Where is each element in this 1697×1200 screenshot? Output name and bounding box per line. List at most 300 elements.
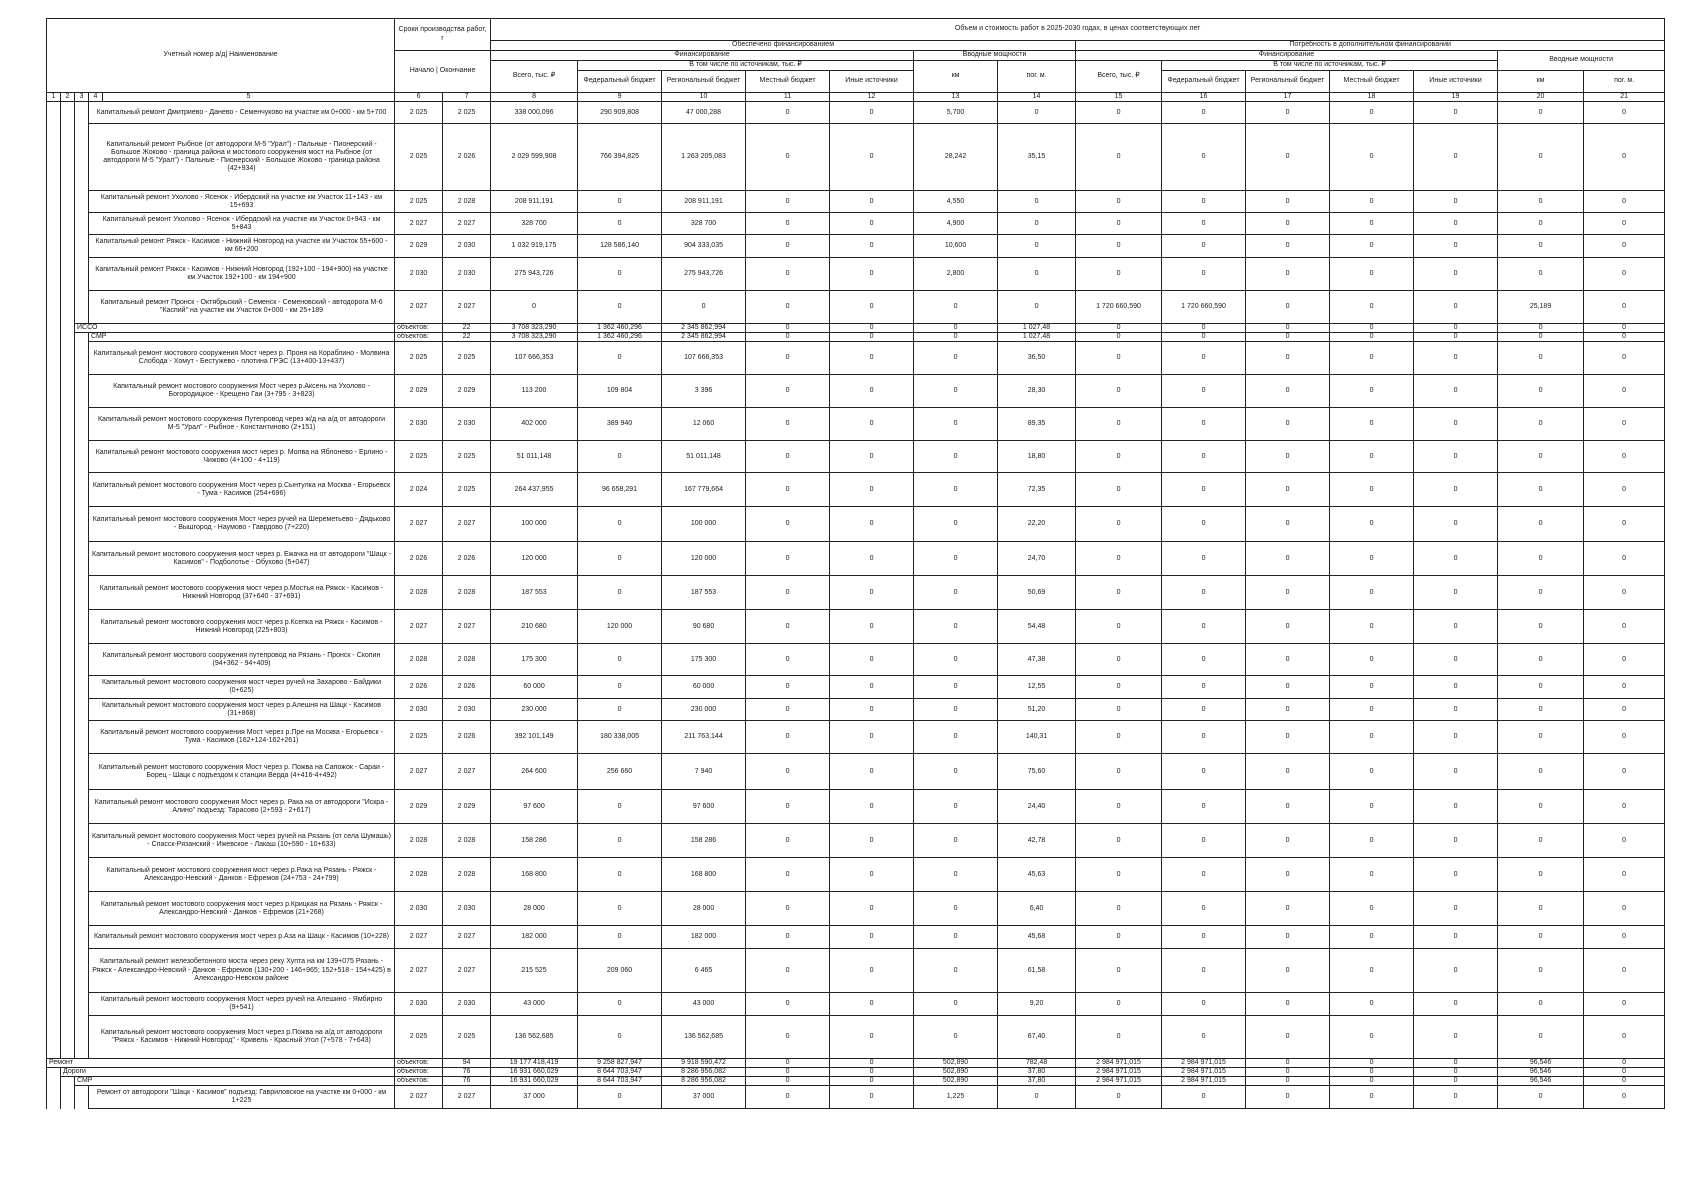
indent-cell [61, 291, 75, 324]
summary-value: 22 [443, 324, 491, 333]
summary-value: 76 [443, 1068, 491, 1077]
summary-value: 16 931 660,029 [491, 1068, 578, 1077]
value-cell: 2,800 [914, 258, 998, 291]
value-cell: 0 [1330, 754, 1414, 790]
value-cell: 0 [914, 754, 998, 790]
table-row [47, 892, 1665, 926]
sources-header-1: В том числе по источникам, тыс. ₽ [578, 61, 914, 71]
value-cell: 2 027 [395, 291, 443, 324]
value-cell: 2 030 [395, 258, 443, 291]
value-cell: 0 [1330, 375, 1414, 408]
km-header-2: км [1498, 71, 1584, 93]
value-cell: 0 [662, 291, 746, 324]
value-cell: 168 800 [662, 858, 746, 892]
value-cell: 0 [830, 949, 914, 993]
indent-cell [47, 721, 61, 754]
summary-value: 1 362 460,296 [578, 333, 662, 342]
value-cell: 2 027 [443, 213, 491, 235]
value-cell: 0 [746, 993, 830, 1016]
value-cell: 0 [914, 291, 998, 324]
summary-value: 0 [1498, 324, 1584, 333]
value-cell: 0 [1498, 542, 1584, 576]
value-cell: 0 [998, 213, 1076, 235]
value-cell: 0 [1246, 858, 1330, 892]
table-row [47, 754, 1665, 790]
value-cell: 0 [1498, 213, 1584, 235]
table-row [47, 258, 1665, 291]
object-name: Капитальный ремонт мостового сооружения мост через р.Мостья на Ряжск - Касимов - Нижний Новгород (37+640 - 37+691) [89, 576, 395, 610]
value-cell: 0 [1498, 408, 1584, 441]
value-cell: 47 000,288 [662, 102, 746, 124]
value-cell: 0 [1246, 102, 1330, 124]
value-cell: 0 [1162, 892, 1246, 926]
indent-cell [75, 858, 89, 892]
value-cell: 0 [1246, 473, 1330, 507]
value-cell: 7 940 [662, 754, 746, 790]
value-cell: 0 [1246, 375, 1330, 408]
value-cell: 45,68 [998, 926, 1076, 949]
value-cell: 0 [1498, 191, 1584, 213]
value-cell: 140,31 [998, 721, 1076, 754]
value-cell: 0 [1498, 258, 1584, 291]
column-number: 15 [1076, 93, 1162, 102]
value-cell: 120 000 [491, 542, 578, 576]
value-cell: 0 [1076, 102, 1162, 124]
value-cell: 25,189 [1498, 291, 1584, 324]
summary-label: СМР [75, 1077, 395, 1086]
summary-value: 2 984 971,015 [1076, 1059, 1162, 1068]
total-header-1: Всего, тыс. ₽ [491, 61, 578, 93]
value-cell: 0 [578, 644, 662, 676]
value-cell: 0 [1498, 1016, 1584, 1059]
value-cell: 0 [1414, 644, 1498, 676]
value-cell: 402 000 [491, 408, 578, 441]
table-row [47, 1086, 1665, 1109]
value-cell: 2 025 [443, 441, 491, 473]
indent-cell [47, 676, 61, 699]
value-cell: 0 [1330, 644, 1414, 676]
summary-value: 0 [1076, 333, 1162, 342]
summary-value: 2 345 862,994 [662, 324, 746, 333]
value-cell: 2 030 [395, 993, 443, 1016]
local-header-1: Местный бюджет [746, 71, 830, 93]
value-cell: 0 [1330, 235, 1414, 258]
table-row [47, 507, 1665, 542]
value-cell: 0 [578, 507, 662, 542]
value-cell: 0 [830, 258, 914, 291]
summary-value: 0 [1076, 324, 1162, 333]
value-cell: 0 [914, 721, 998, 754]
value-cell: 0 [746, 102, 830, 124]
summary-value: 0 [830, 333, 914, 342]
indent-cell [61, 1016, 75, 1059]
summary-value: 502,890 [914, 1077, 998, 1086]
value-cell: 0 [1498, 342, 1584, 375]
indent-cell [75, 441, 89, 473]
value-cell: 264 600 [491, 754, 578, 790]
summary-value: 96,546 [1498, 1077, 1584, 1086]
summary-value: 0 [830, 1059, 914, 1068]
federal-header-1: Федеральный бюджет [578, 71, 662, 93]
value-cell: 18,80 [998, 441, 1076, 473]
value-cell: 0 [1076, 375, 1162, 408]
value-cell: 0 [1498, 824, 1584, 858]
value-cell: 0 [1498, 949, 1584, 993]
value-cell: 0 [1414, 441, 1498, 473]
value-cell: 0 [830, 993, 914, 1016]
value-cell: 72,35 [998, 473, 1076, 507]
column-number: 9 [578, 93, 662, 102]
summary-value: 8 286 956,082 [662, 1077, 746, 1086]
value-cell: 2 030 [395, 699, 443, 721]
indent-cell [47, 507, 61, 542]
value-cell: 0 [1584, 441, 1665, 473]
value-cell: 0 [1246, 1016, 1330, 1059]
value-cell: 0 [914, 892, 998, 926]
value-cell: 0 [1498, 699, 1584, 721]
value-cell: 2 025 [395, 102, 443, 124]
indent-cell [47, 542, 61, 576]
indent-cell [75, 926, 89, 949]
value-cell: 0 [1330, 576, 1414, 610]
value-cell: 2 026 [443, 542, 491, 576]
summary-value: 0 [1330, 324, 1414, 333]
local-header-2: Местный бюджет [1330, 71, 1414, 93]
value-cell: 0 [578, 291, 662, 324]
value-cell: 0 [1162, 191, 1246, 213]
value-cell: 0 [578, 342, 662, 375]
value-cell: 0 [1584, 754, 1665, 790]
object-name: Капитальный ремонт мостового сооружения мост через р.Аза на Шацк - Касимов (10+228) [89, 926, 395, 949]
indent-cell [75, 235, 89, 258]
value-cell: 0 [1246, 342, 1330, 375]
value-cell: 0 [1076, 790, 1162, 824]
value-cell: 0 [746, 1016, 830, 1059]
value-cell: 0 [1162, 644, 1246, 676]
value-cell: 0 [1498, 473, 1584, 507]
summary-value: 8 644 703,947 [578, 1077, 662, 1086]
value-cell: 0 [1414, 721, 1498, 754]
financing-header-2: Финансирование [1076, 51, 1498, 61]
value-cell: 0 [1246, 824, 1330, 858]
value-cell: 2 025 [395, 721, 443, 754]
value-cell: 0 [914, 644, 998, 676]
value-cell: 2 028 [395, 576, 443, 610]
object-name: Капитальный ремонт мостового сооружения Мост через р.Сынтулка на Москва - Егорьевск - Тума - Касимов (254+696) [89, 473, 395, 507]
indent-cell [75, 408, 89, 441]
objects-label: объектов: [395, 1077, 443, 1086]
value-cell: 0 [746, 213, 830, 235]
value-cell: 2 027 [443, 949, 491, 993]
value-cell: 766 394,825 [578, 124, 662, 191]
value-cell: 0 [1584, 858, 1665, 892]
value-cell: 50,69 [998, 576, 1076, 610]
object-name: Капитальный ремонт Ряжск - Касимов - Нижний Новгород на участке км Участок 55+600 - км 66+200 [89, 235, 395, 258]
value-cell: 0 [1498, 892, 1584, 926]
value-cell: 0 [1330, 441, 1414, 473]
regional-header-1: Региональный бюджет [662, 71, 746, 93]
indent-cell [61, 699, 75, 721]
indent-cell [61, 858, 75, 892]
value-cell: 0 [1330, 213, 1414, 235]
indent-cell [47, 576, 61, 610]
table-row [47, 824, 1665, 858]
indent-cell [75, 1086, 89, 1109]
table-row [47, 408, 1665, 441]
value-cell: 0 [1414, 291, 1498, 324]
value-cell: 2 026 [443, 721, 491, 754]
value-cell: 0 [1414, 1086, 1498, 1109]
value-cell: 0 [1414, 473, 1498, 507]
indent-cell [47, 408, 61, 441]
pogm-header-2: пог. м. [1584, 71, 1665, 93]
summary-value: 0 [1584, 1059, 1665, 1068]
value-cell: 2 030 [395, 408, 443, 441]
indent-cell [75, 542, 89, 576]
table-row [47, 610, 1665, 644]
value-cell: 0 [1076, 213, 1162, 235]
indent-cell [61, 375, 75, 408]
value-cell: 0 [830, 721, 914, 754]
additional-header: Потребность в дополнительном финансировании [1076, 41, 1665, 51]
summary-value: 0 [746, 333, 830, 342]
value-cell: 12,55 [998, 676, 1076, 699]
value-cell: 158 286 [662, 824, 746, 858]
value-cell: 136 562,685 [491, 1016, 578, 1059]
value-cell: 0 [1584, 892, 1665, 926]
value-cell: 0 [1162, 441, 1246, 473]
value-cell: 0 [746, 676, 830, 699]
indent-cell [61, 258, 75, 291]
object-name: Капитальный ремонт Ряжск - Касимов - Нижний Новгород (192+100 - 194+900) на участке км Участок 192+100 - км 194+900 [89, 258, 395, 291]
indent-cell [47, 124, 61, 191]
value-cell: 0 [1330, 191, 1414, 213]
value-cell: 0 [1330, 1016, 1414, 1059]
value-cell: 51 011,148 [662, 441, 746, 473]
table-row [47, 926, 1665, 949]
value-cell: 0 [1076, 644, 1162, 676]
value-cell: 0 [1498, 676, 1584, 699]
object-name: Капитальный ремонт Ухолово - Ясенок - Ибердский на участке км Участок 0+943 - км 5+843 [89, 213, 395, 235]
value-cell: 0 [1584, 721, 1665, 754]
value-cell: 0 [1414, 1016, 1498, 1059]
object-name: Капитальный ремонт Ухолово - Ясенок - Ибердский на участке км Участок 11+143 - км 15+693 [89, 191, 395, 213]
summary-value: 37,80 [998, 1077, 1076, 1086]
summary-value: 0 [914, 333, 998, 342]
table-row [47, 473, 1665, 507]
indent-cell [61, 507, 75, 542]
value-cell: 0 [1584, 213, 1665, 235]
column-number: 13 [914, 93, 998, 102]
value-cell: 0 [914, 542, 998, 576]
value-cell: 389 940 [578, 408, 662, 441]
value-cell: 0 [746, 644, 830, 676]
value-cell: 0 [1414, 213, 1498, 235]
column-number: 12 [830, 93, 914, 102]
value-cell: 208 911,191 [491, 191, 578, 213]
value-cell: 0 [1584, 291, 1665, 324]
value-cell: 0 [830, 699, 914, 721]
spreadsheet-sheet [46, 18, 1664, 1109]
value-cell: 0 [914, 699, 998, 721]
value-cell: 0 [1162, 858, 1246, 892]
value-cell: 0 [1414, 375, 1498, 408]
value-cell: 2 030 [443, 258, 491, 291]
value-cell: 338 000,096 [491, 102, 578, 124]
value-cell: 0 [1584, 507, 1665, 542]
indent-cell [61, 542, 75, 576]
indent-cell [75, 699, 89, 721]
value-cell: 0 [1162, 1086, 1246, 1109]
indent-cell [47, 441, 61, 473]
column-number: 4 [89, 93, 103, 102]
value-cell: 0 [1076, 507, 1162, 542]
value-cell: 24,70 [998, 542, 1076, 576]
value-cell: 0 [1498, 721, 1584, 754]
value-cell: 0 [1076, 1086, 1162, 1109]
value-cell: 0 [1246, 754, 1330, 790]
column-number: 10 [662, 93, 746, 102]
sources-header-2: В том числе по источникам, тыс. ₽ [1162, 61, 1498, 71]
column-number: 20 [1498, 93, 1584, 102]
value-cell: 0 [746, 610, 830, 644]
value-cell: 0 [1330, 892, 1414, 926]
value-cell: 0 [1498, 235, 1584, 258]
summary-value: 0 [830, 1077, 914, 1086]
value-cell: 0 [1584, 699, 1665, 721]
value-cell: 0 [1076, 892, 1162, 926]
value-cell: 0 [914, 408, 998, 441]
value-cell: 0 [830, 1086, 914, 1109]
column-number: 5 [103, 93, 395, 102]
value-cell: 0 [1246, 892, 1330, 926]
summary-value: 96,546 [1498, 1068, 1584, 1077]
indent-cell [47, 1068, 61, 1077]
summary-value: 2 984 971,015 [1162, 1077, 1246, 1086]
value-cell: 0 [1584, 102, 1665, 124]
column-number: 3 [75, 93, 89, 102]
value-cell: 0 [746, 441, 830, 473]
value-cell: 0 [746, 824, 830, 858]
value-cell: 328 700 [491, 213, 578, 235]
indent-cell [61, 102, 75, 124]
pogm-header-1: пог. м. [998, 61, 1076, 93]
objects-label: объектов: [395, 1059, 443, 1068]
summary-value: 782,48 [998, 1059, 1076, 1068]
object-name: Капитальный ремонт мостового сооружения мост через р.Ксепка на Ряжск - Касимов - Нижний Новгород (225+803) [89, 610, 395, 644]
value-cell: 0 [1162, 213, 1246, 235]
value-cell: 0 [1162, 1016, 1246, 1059]
value-cell: 0 [1498, 790, 1584, 824]
value-cell: 0 [1076, 610, 1162, 644]
indent-cell [61, 441, 75, 473]
summary-row [47, 324, 1665, 333]
value-cell: 0 [1076, 258, 1162, 291]
indent-cell [75, 333, 89, 342]
table-row [47, 441, 1665, 473]
value-cell: 0 [578, 213, 662, 235]
value-cell: 0 [1414, 102, 1498, 124]
value-cell: 0 [830, 342, 914, 375]
summary-value: 502,890 [914, 1059, 998, 1068]
indent-cell [61, 473, 75, 507]
summary-value: 9 258 827,947 [578, 1059, 662, 1068]
table-row [47, 721, 1665, 754]
value-cell: 0 [746, 235, 830, 258]
table-header [47, 19, 1665, 102]
indent-cell [47, 191, 61, 213]
value-cell: 0 [1414, 699, 1498, 721]
summary-row [47, 1068, 1665, 1077]
value-cell: 264 437,955 [491, 473, 578, 507]
value-cell: 0 [1246, 790, 1330, 824]
object-name: Капитальный ремонт мостового сооружения мост через ручей на Захарово - Байдики (0+625) [89, 676, 395, 699]
value-cell: 0 [830, 858, 914, 892]
value-cell: 0 [1414, 342, 1498, 375]
value-cell: 0 [1498, 858, 1584, 892]
indent-cell [47, 858, 61, 892]
capacity-header-2: Вводные мощности [1498, 51, 1665, 71]
value-cell: 100 000 [662, 507, 746, 542]
value-cell: 0 [998, 235, 1076, 258]
value-cell: 2 026 [395, 542, 443, 576]
indent-cell [61, 1077, 75, 1086]
value-cell: 0 [1076, 949, 1162, 993]
indent-cell [75, 676, 89, 699]
indent-cell [47, 213, 61, 235]
value-cell: 51 011,148 [491, 441, 578, 473]
indent-cell [61, 824, 75, 858]
summary-value: 3 708 323,290 [491, 333, 578, 342]
indent-cell [47, 473, 61, 507]
value-cell: 0 [998, 258, 1076, 291]
value-cell: 61,58 [998, 949, 1076, 993]
value-cell: 0 [830, 235, 914, 258]
indent-cell [61, 949, 75, 993]
column-number: 17 [1246, 93, 1330, 102]
value-cell: 97 600 [491, 790, 578, 824]
value-cell: 0 [746, 721, 830, 754]
value-cell: 0 [830, 408, 914, 441]
value-cell: 0 [830, 102, 914, 124]
value-cell: 0 [578, 576, 662, 610]
value-cell: 0 [830, 291, 914, 324]
indent-cell [61, 926, 75, 949]
indent-cell [61, 213, 75, 235]
indent-cell [47, 342, 61, 375]
value-cell: 5,700 [914, 102, 998, 124]
value-cell: 211 763,144 [662, 721, 746, 754]
value-cell: 182 000 [491, 926, 578, 949]
works-table [46, 18, 1665, 1109]
value-cell: 0 [1076, 993, 1162, 1016]
km-header-1: км [914, 61, 998, 93]
indent-cell [61, 892, 75, 926]
indent-cell [47, 1077, 61, 1086]
value-cell: 28 000 [662, 892, 746, 926]
summary-value: 0 [914, 324, 998, 333]
value-cell: 107 666,353 [491, 342, 578, 375]
value-cell: 187 553 [491, 576, 578, 610]
indent-cell [47, 993, 61, 1016]
value-cell: 0 [746, 1086, 830, 1109]
table-row [47, 124, 1665, 191]
indent-cell [75, 993, 89, 1016]
value-cell: 0 [1246, 507, 1330, 542]
indent-cell [61, 576, 75, 610]
indent-cell [61, 721, 75, 754]
value-cell: 175 300 [662, 644, 746, 676]
